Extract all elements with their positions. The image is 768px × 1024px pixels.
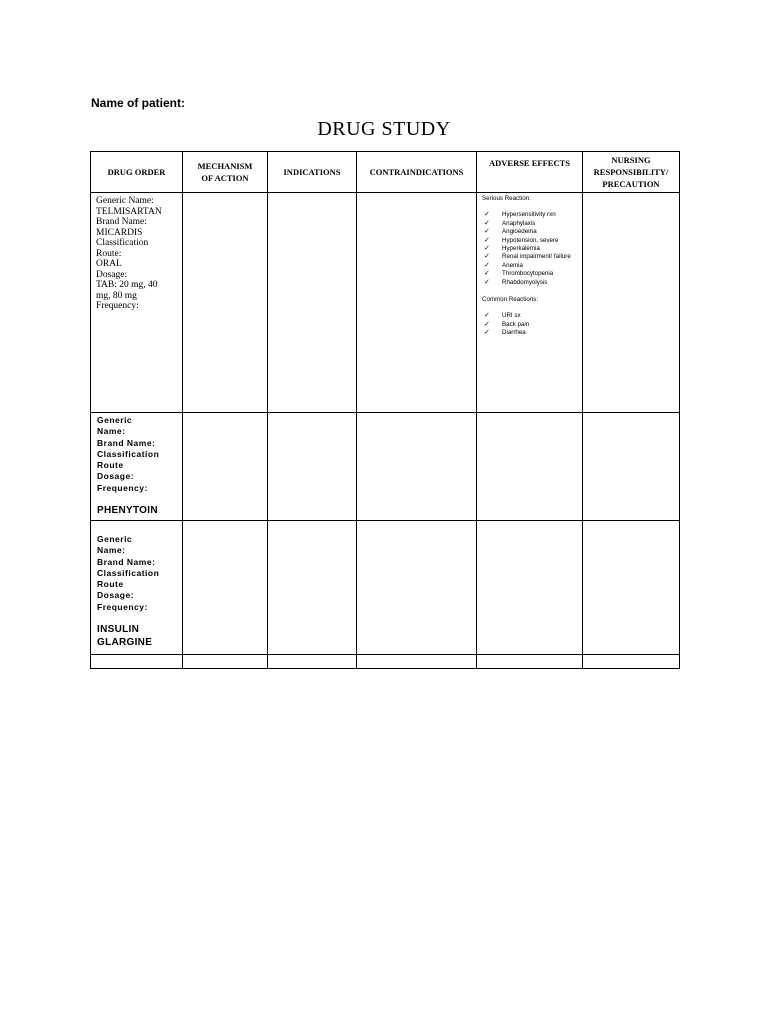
list-item: ✓ Renal impairment/ failure — [484, 253, 571, 261]
drug-order-cell — [91, 193, 183, 413]
drug-line: Classification — [96, 238, 149, 248]
list-item: ✓ Angioedema — [484, 228, 537, 236]
list-item: ✓ Back pain — [484, 320, 530, 328]
list-item: ✓ Hyperkalemia — [484, 245, 540, 253]
checkmark-icon: ✓ — [484, 228, 490, 236]
drug-line: Name: — [97, 545, 126, 556]
checkmark-icon: ✓ — [484, 261, 490, 269]
contraindications-cell — [357, 521, 477, 655]
contraindications-cell — [357, 193, 477, 413]
table-row — [91, 413, 680, 521]
checkmark-icon: ✓ — [484, 219, 490, 227]
drug-line: Brand Name: — [97, 556, 156, 567]
table-row — [91, 521, 680, 655]
indications-cell — [268, 413, 357, 521]
drug-line: Generic — [97, 534, 133, 544]
col-header-mechanism: MECHANISM OF ACTION — [183, 152, 268, 193]
table-row — [91, 193, 680, 413]
col-header-adverse-effects: ADVERSE EFFECTS — [477, 152, 583, 193]
checkmark-icon: ✓ — [484, 245, 490, 253]
drug-line: TAB: 20 mg, 40 — [96, 280, 158, 290]
drug-line: mg, 80 mg — [96, 290, 137, 301]
drug-line: Generic — [97, 415, 133, 425]
checkmark-icon: ✓ — [484, 312, 490, 320]
empty-cell — [183, 655, 268, 669]
drug-line: Route: — [96, 248, 122, 259]
list-item: ✓ Anemia — [484, 261, 523, 269]
checkmark-icon: ✓ — [484, 329, 490, 337]
empty-cell — [268, 655, 357, 669]
checkmark-icon: ✓ — [484, 270, 490, 278]
page-title: DRUG STUDY — [317, 118, 451, 140]
drug-line: Frequency: — [96, 301, 139, 311]
list-item: ✓ Hypotension, severe — [484, 236, 559, 244]
drug-line: MICARDIS — [96, 227, 143, 238]
contraindications-cell — [357, 413, 477, 521]
nursing-cell — [583, 413, 680, 521]
adverse-effects-cell — [477, 521, 583, 655]
drug-study-table — [90, 151, 680, 669]
checkmark-icon: ✓ — [484, 211, 490, 219]
checkmark-icon: ✓ — [484, 253, 490, 261]
mechanism-cell — [183, 413, 268, 521]
drug-line: Frequency: — [97, 601, 148, 612]
common-reaction-label: Common Reactions: — [482, 296, 539, 304]
nursing-cell — [583, 521, 680, 655]
mechanism-cell — [183, 521, 268, 655]
empty-cell — [91, 655, 183, 669]
empty-cell — [583, 655, 680, 669]
list-item: ✓ Diarrhea — [484, 329, 526, 337]
col-header-indications: INDICATIONS — [268, 152, 357, 193]
drug-order-cell — [91, 521, 183, 655]
drug-line: Name: — [97, 426, 126, 437]
serious-reaction-list — [482, 211, 580, 287]
list-item: ✓ Hypersensitivity rxn — [484, 211, 556, 219]
indications-cell — [268, 521, 357, 655]
drug-line: Classification — [97, 567, 160, 578]
empty-cell — [357, 655, 477, 669]
drug-line: Brand Name: — [97, 437, 156, 448]
drug-line: Dosage: — [96, 269, 128, 280]
checkmark-icon: ✓ — [484, 236, 490, 244]
drug-line: Route — [97, 460, 124, 471]
checkmark-icon: ✓ — [484, 278, 490, 286]
list-item: ✓ Rhabdomyolysis — [484, 278, 548, 286]
drug-line: Route — [97, 579, 124, 590]
list-item: ✓ URI sx — [484, 312, 521, 320]
drug-line: TELMISARTAN — [96, 206, 162, 217]
checkmark-icon: ✓ — [484, 320, 490, 328]
header-row — [91, 152, 680, 193]
drug-line: Dosage: — [97, 590, 135, 601]
drug-line: Generic Name: — [96, 196, 154, 206]
mechanism-cell — [183, 193, 268, 413]
list-item: ✓ Anaphylaxis — [484, 219, 536, 227]
adverse-effects-cell — [477, 413, 583, 521]
drug-line: Frequency: — [97, 482, 148, 493]
col-header-drug-order: DRUG ORDER — [91, 152, 183, 193]
drug-line: Brand Name: — [96, 217, 147, 227]
adverse-effects-cell — [477, 193, 583, 413]
empty-cell — [477, 655, 583, 669]
drug-line: ORAL — [96, 259, 122, 269]
common-reaction-list — [482, 312, 580, 337]
table-row — [91, 655, 680, 669]
serious-reaction-label: Serious Reaction: — [482, 195, 531, 202]
list-item: ✓ Thrombocytopenia — [484, 270, 554, 278]
indications-cell — [268, 193, 357, 413]
drug-line: Classification — [97, 448, 160, 459]
drug-name: PHENYTOIN — [97, 505, 158, 517]
drug-order-cell — [91, 413, 183, 521]
col-header-nursing: NURSING RESPONSIBILITY/ PRECAUTION — [583, 152, 680, 193]
drug-line: Dosage: — [97, 471, 135, 482]
col-header-contraindications: CONTRAINDICATIONS — [357, 152, 477, 193]
drug-name: INSULIN GLARGINE — [97, 624, 153, 649]
nursing-cell — [583, 193, 680, 413]
patient-name-label: Name of patient: — [91, 96, 186, 110]
